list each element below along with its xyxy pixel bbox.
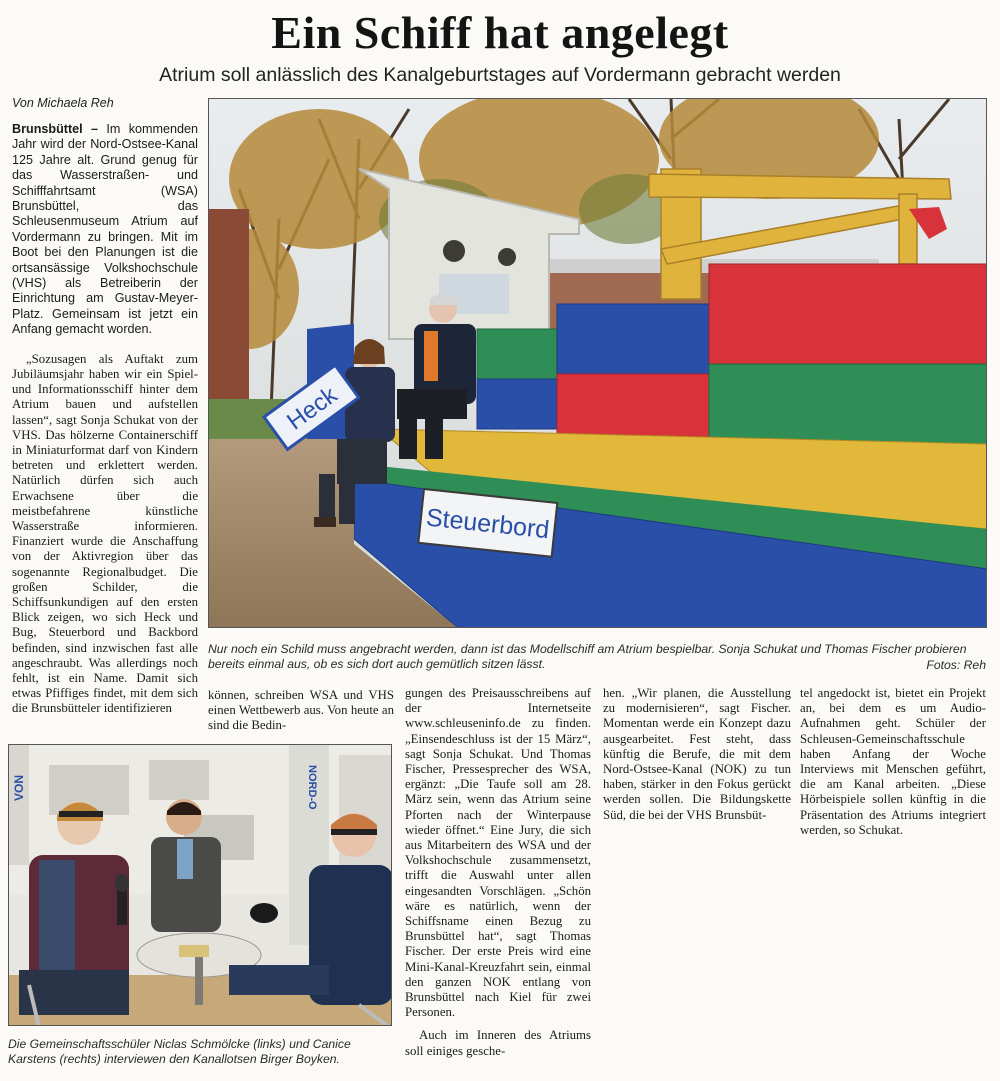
paragraph: Auch im Inneren des Atriums soll einiges gesche- [405, 1028, 591, 1058]
wall-text-right: NORD-O [306, 765, 318, 810]
paragraph: können, schreiben WSA und VHS einen Wettbewerb aus. Von heute an sind die Bedin- [208, 688, 394, 733]
paragraph: tel angedockt ist, bietet ein Projekt an, bei dem es um Audio-Aufnahmen geht. Schüler der Schleusen-Gemeinschaftsschule haben Anfang der Woche Interviews mit Menschen geführt, die am Kanal arbeiten. „Diese Hörbeispiele sollen künftig in die Präsentation des Atriums integriert werden, so Schukat. [800, 686, 986, 837]
interview-photo [8, 744, 392, 1026]
headline: Ein Schiff hat angelegt [271, 7, 729, 58]
photo-credit: Fotos: Reh [926, 658, 986, 672]
paragraph: hen. „Wir planen, die Ausstellung zu modernisieren“, sagt Fischer. Momentan werde ein Konzept dazu ausgearbeitet. Fest steht, dass künftig die Berufe, die mit dem Nord-Ostsee-Kanal (NOK) zu tun haben, stärker in den Fokus gerückt werden sollen. Die Bildungskette Süd, die bei der VHS Brunsbüt- [603, 686, 791, 822]
steuerbord-sign-label: Steuerbord [424, 503, 551, 545]
dateline: Brunsbüttel – [12, 122, 99, 136]
byline: Von Michaela Reh [12, 96, 114, 110]
article-column-5 [800, 686, 986, 838]
heck-sign-label: Heck [282, 381, 343, 436]
article-column-2 [208, 688, 394, 734]
wall-text-left: VON [12, 774, 26, 801]
paragraph: Im kommenden Jahr wird der Nord-Ostsee-Kanal 125 Jahre alt. Grund genug für das Wasserstraßen- und Schifffahrtsamt (WSA) Brunsbüttel, das Schleusenmuseum Atrium auf Vordermann zu bringen. Mit im Boot bei den Planungen ist die ortsansässige Volkshochschule (VHS) als Betreiberin der Einrichtung am Gustav-Meyer-Platz. Gemeinsam ist jetzt ein Anfang gemacht worden. [12, 122, 198, 337]
article-column-3 [405, 686, 591, 1059]
paragraph: gungen des Preisausschreibens auf der Internetseite www.schleuseninfo.de zu finden. „Einsendeschluss ist der 15 März“, sagt Sonja Schukat. Und Thomas Fischer, Pressesprecher des WSA, ergänzt: „Die Taufe soll am 28. März sein, wenn das Atrium seine Pforten nach der Winterpause wieder öffnet.“ Eine Jury, die sich aus Mitarbeitern des WSA und der Volkshochschule zusammensetzt, trifft die Auswahl unter allen eingesandten Vorschlägen. „Schön wäre es natürlich, wenn der Schiffsname einen Bezug zu Brunsbüttel hat“, sagt Thomas Fischer. Der erste Preis wird eine Mini-Kanal-Kreuzfahrt sein, einmal den ganzen NOK entlang von Brunsbüttel nach Kiel für zwei Personen. [405, 686, 591, 1020]
main-photo [208, 98, 987, 628]
article-column-1 [12, 122, 198, 717]
article-column-4 [603, 686, 791, 823]
paragraph: „Sozusagen als Auftakt zum Jubiläumsjahr haben wir ein Spiel- und Informationsschiff hinter dem Atrium bauen und aufstellen lassen“, sagt Sonja Schukat von der VHS. Das hölzerne Containerschiff in Miniaturformat darf von Kindern betreten und erklettert werden. Natürlich dürfen sich auch Erwachsene über die meistbefahrene künstliche Wasserstraße informieren. Finanziert wurde die Anschaffung von der Aktivregion über das sogenannte Regionalbudget. Die großen Schilder, die Schiffsunkundigen auf den ersten Blick zeigen, wo sich Heck und Bug, Steuerbord und Backbord befinden, sind inzwischen fast alle angeschraubt. Was allerdings noch fehlt, ist ein Name. Damit sich etwas Pfiffiges findet, mit dem sich die Brunsbütteler identifizieren [12, 351, 198, 716]
interview-photo-caption: Die Gemeinschaftsschüler Niclas Schmölcke (links) und Canice Karstens (rechts) interviewen den Kanallotsen Birger Boyken. [8, 1037, 351, 1066]
subheadline: Atrium soll anlässlich des Kanalgeburtstages auf Vordermann gebracht werden [159, 64, 841, 86]
main-photo-caption: Nur noch ein Schild muss angebracht werden, dann ist das Modellschiff am Atrium bespielbar. Sonja Schukat und Thomas Fischer probieren bereits einmal aus, ob es sich dort auch gemütlich sitzen lässt. [208, 642, 967, 671]
